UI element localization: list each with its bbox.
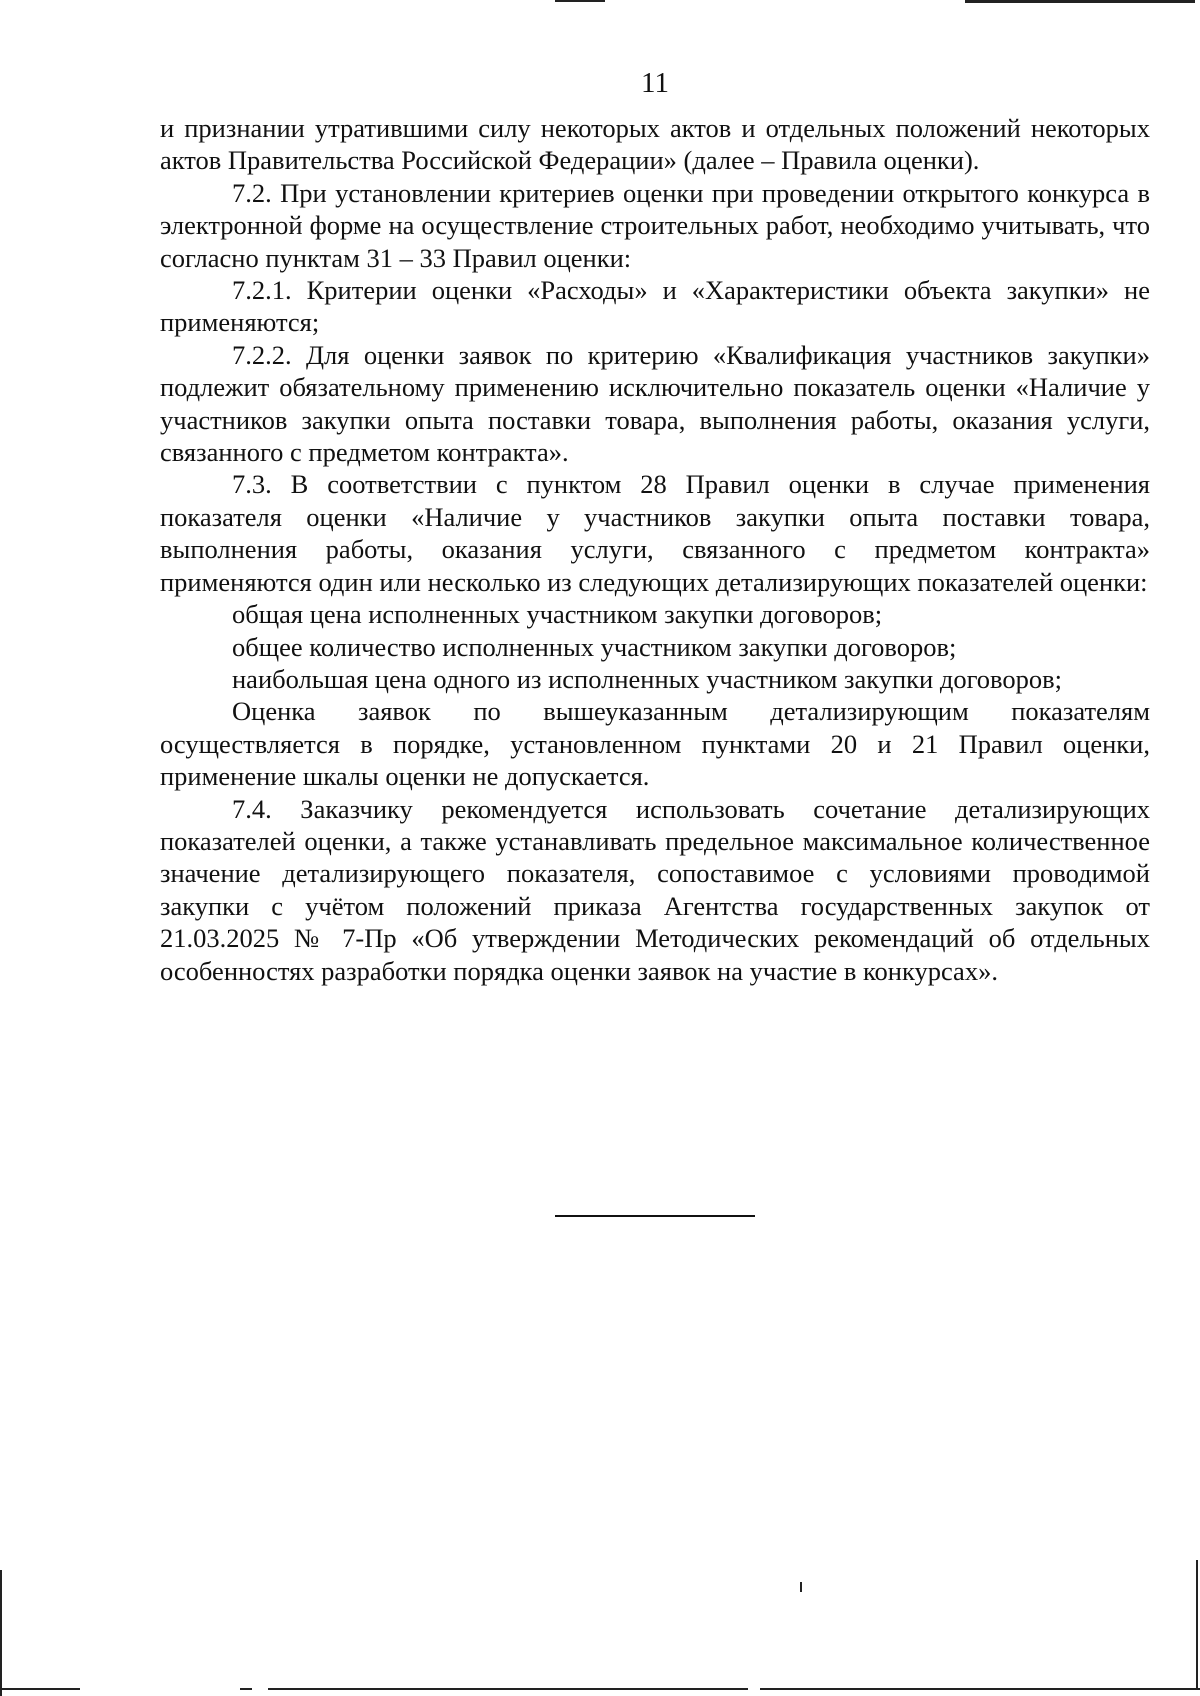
paragraph-7-4: 7.4. Заказчику рекомендуется использовать сочетание детализирующих показателей оценки, а также устанавливать предельное максимальное количественное значение детализирующего показателя, сопоставимое с условиями проводимой закупки с учётом положений приказа Агентства государственных закупок от 21.03.2025 № 7-Пр «Об утверждении Методических рекомендаций об отдельных особенностях разработки порядка оценки заявок на участие в конкурсах». — [160, 793, 1150, 986]
document-body — [160, 112, 1150, 987]
paragraph-7-3: 7.3. В соответствии с пунктом 28 Правил оценки в случае применения показателя оценки «Наличие у участников закупки опыта поставки товара, выполнения работы, оказания услуги, связанного с предметом контракта» применяются один или несколько из следующих детализирующих показателей оценки: — [160, 469, 1150, 597]
paragraph-assessment: Оценка заявок по вышеуказанным детализирующим показателям осуществляется в порядке, установленном пунктами 20 и 21 Правил оценки, применение шкалы оценки не допускается. — [160, 696, 1150, 792]
list-item-total-count: общее количество исполненных участником закупки договоров; — [232, 631, 957, 662]
scan-artifact-top-right — [965, 0, 1195, 3]
paragraph-7-2-2: 7.2.2. Для оценки заявок по критерию «Квалификация участников закупки» подлежит обязательному применению исключительно показатель оценки «Наличие у участников закупки опыта поставки товара, выполнения работы, оказания услуги, связанного с предметом контракта». — [160, 339, 1150, 468]
scan-artifact-bottom-middle — [268, 1688, 748, 1690]
scan-artifact-mark — [800, 1582, 802, 1592]
paragraph-7-2: 7.2. При установлении критериев оценки при проведении открытого конкурса в электронной форме на осуществление строительных работ, необходимо учитывать, что согласно пунктам 31 – 33 Правил оценки: — [160, 177, 1150, 273]
page-number: 11 — [641, 67, 669, 99]
scan-artifact-top-left — [555, 0, 605, 2]
list-item-max-price: наибольшая цена одного из исполненных участником закупки договоров; — [232, 663, 1063, 694]
scan-artifact-left-edge — [0, 1570, 2, 1696]
scan-artifact-bottom-right — [760, 1688, 1200, 1690]
end-of-text-rule — [555, 1215, 755, 1217]
paragraph-7-2-1: 7.2.1. Критерии оценки «Расходы» и «Характеристики объекта закупки» не применяются; — [160, 275, 1150, 338]
list-item-total-price: общая цена исполненных участником закупки договоров; — [232, 599, 883, 630]
scan-artifact-bottom-dash — [240, 1688, 252, 1690]
scan-artifact-right-edge — [1196, 1560, 1198, 1690]
paragraph-continuation: и признании утратившими силу некоторых актов и отдельных положений некоторых актов Правительства Российской Федерации» (далее – Правила оценки). — [160, 113, 1150, 176]
scan-artifact-bottom-left — [0, 1688, 80, 1690]
